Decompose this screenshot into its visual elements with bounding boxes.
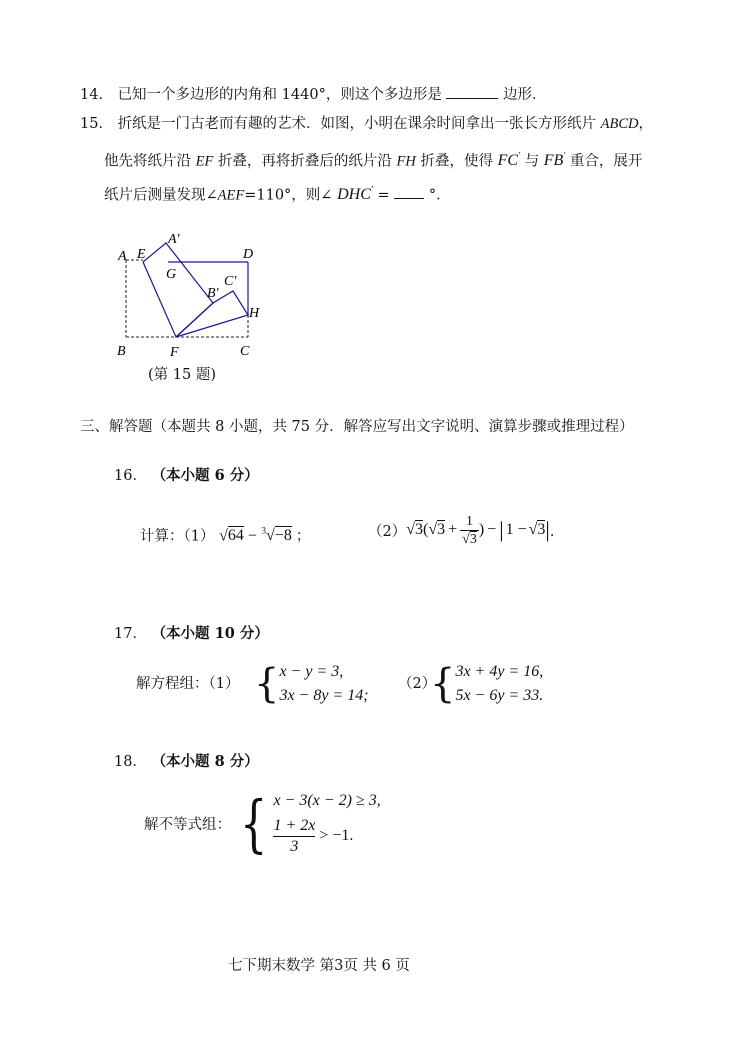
- denominator: 3: [273, 836, 315, 857]
- question-points: （本小题 8 分）: [151, 753, 259, 770]
- label-b: B: [117, 344, 126, 359]
- paren-open: (: [423, 521, 429, 538]
- rect-name: ABCD: [600, 116, 639, 132]
- inequality-rest: > −1.: [319, 827, 354, 844]
- equation-system-1: [254, 658, 369, 710]
- question-16-header: [114, 466, 259, 486]
- q17-lead: 解方程组：（1）: [136, 676, 240, 692]
- label-e: E: [137, 247, 146, 262]
- equation: 3x + 4y = 16,: [455, 663, 544, 680]
- angle-dhc: DHC′: [337, 185, 373, 204]
- q17-part2-label: （2）: [398, 676, 437, 692]
- q15-text: 与: [524, 153, 540, 170]
- q15-text: °．: [428, 187, 451, 204]
- inequality: [273, 816, 380, 857]
- brace: {: [239, 787, 268, 860]
- question-16-part2: [368, 508, 564, 552]
- numerator: 1: [466, 513, 473, 529]
- angle-aef: AEF: [217, 187, 245, 204]
- inequality-system: [234, 784, 381, 864]
- question-14: [80, 84, 547, 105]
- fraction: [460, 513, 479, 548]
- q15-text: =110°，则∠: [244, 187, 333, 204]
- equation-system-2: [430, 658, 543, 710]
- q15-text: 折纸是一门古老而有趣的艺术．如图，小明在课余时间拿出一张长方形纸片: [117, 116, 597, 132]
- radicand: −8: [274, 527, 292, 545]
- question-17-header: [114, 624, 269, 644]
- label-a-prime: A′: [168, 232, 180, 247]
- question-18-header: [114, 752, 259, 772]
- label-b-prime: B′: [207, 286, 219, 301]
- question-points: （本小题 10 分）: [151, 625, 269, 642]
- label-h: H: [249, 306, 260, 321]
- cbrt-neg8: [262, 527, 296, 544]
- q18-lead: 解不等式组：: [144, 817, 231, 833]
- question-number: 14．: [80, 87, 113, 103]
- brace: {: [430, 661, 456, 707]
- radicand: 64: [227, 527, 244, 545]
- question-text-end: 边形．: [503, 87, 547, 103]
- part-label: （2）: [368, 523, 407, 540]
- paren-close: ): [478, 521, 485, 538]
- question-text: 已知一个多边形的内角和 1440°，则这个多边形是: [117, 87, 442, 103]
- label-c: C: [240, 344, 250, 359]
- minus-sign: −: [247, 527, 257, 545]
- question-number: 17．: [114, 626, 147, 642]
- label-a: A: [118, 249, 127, 264]
- label-f: F: [170, 345, 179, 360]
- q15-comma: ，: [638, 116, 654, 132]
- figure-caption: (第 15 题): [148, 367, 216, 383]
- question-15-line1: [80, 114, 653, 134]
- sqrt-3: √3: [428, 521, 446, 538]
- q15-text: =: [377, 187, 390, 204]
- section-heading: 三、解答题（本题共 8 小题，共 75 分．解答应写出文字说明、演算步骤或推理过程）: [80, 419, 634, 435]
- fold-line-ef: EF: [195, 153, 214, 170]
- abs-content: 1 −: [505, 521, 527, 538]
- q15-text: 折叠，再将折叠后的纸片沿: [217, 153, 392, 170]
- question-16-expr: [140, 518, 310, 549]
- segment-fc: FC′: [497, 151, 521, 170]
- equation: 3x − 8y = 14;: [279, 687, 369, 704]
- root-index: 3: [261, 526, 267, 536]
- question-15-line3: [104, 180, 451, 205]
- q15-text: 他先将纸片沿: [104, 153, 191, 170]
- minus-sign: −: [487, 521, 497, 538]
- q15-text: 重合，展开: [569, 153, 643, 170]
- question-number: 15．: [80, 116, 113, 132]
- brace: {: [254, 661, 280, 707]
- sqrt-3: √3: [406, 521, 424, 538]
- folded-flap-ef: [143, 243, 213, 337]
- period: ．: [549, 523, 565, 540]
- denominator: √3: [462, 531, 477, 547]
- fold-line-fh: FH: [396, 153, 416, 170]
- radical-sign: √: [219, 527, 228, 545]
- question-points: （本小题 6 分）: [151, 467, 259, 484]
- radical-sign: √: [266, 527, 275, 545]
- answer-blank: [394, 184, 424, 199]
- equation: x − y = 3,: [279, 663, 344, 680]
- label-d: D: [243, 247, 254, 262]
- fold-figure: [110, 225, 270, 365]
- question-number: 18．: [114, 754, 147, 770]
- question-number: 16．: [114, 468, 147, 484]
- plus-sign: +: [448, 521, 458, 538]
- q15-text: 折叠，使得: [420, 153, 493, 170]
- answer-blank: [446, 84, 498, 99]
- label-g: G: [166, 267, 177, 282]
- abs-bar-left: |: [499, 517, 504, 542]
- sqrt-3: √3: [528, 521, 546, 538]
- fraction: [273, 816, 315, 857]
- inequality: x − 3(x − 2) ≥ 3,: [273, 791, 381, 809]
- sqrt-64: [219, 526, 248, 544]
- question-15-line2: [104, 146, 642, 171]
- q16-lead: 计算：（1）: [140, 528, 215, 545]
- semicolon: ；: [295, 528, 311, 545]
- label-c-prime: C′: [224, 274, 237, 289]
- abs-bar-right: |: [545, 517, 550, 542]
- equation: 5x − 6y = 33.: [455, 687, 544, 704]
- segment-fb: FB′: [543, 151, 566, 170]
- numerator: 1 + 2x: [273, 816, 316, 834]
- page-footer: 七下期末数学 第3页 共 6 页: [228, 958, 410, 974]
- q15-text: 纸片后测量发现∠: [104, 187, 218, 204]
